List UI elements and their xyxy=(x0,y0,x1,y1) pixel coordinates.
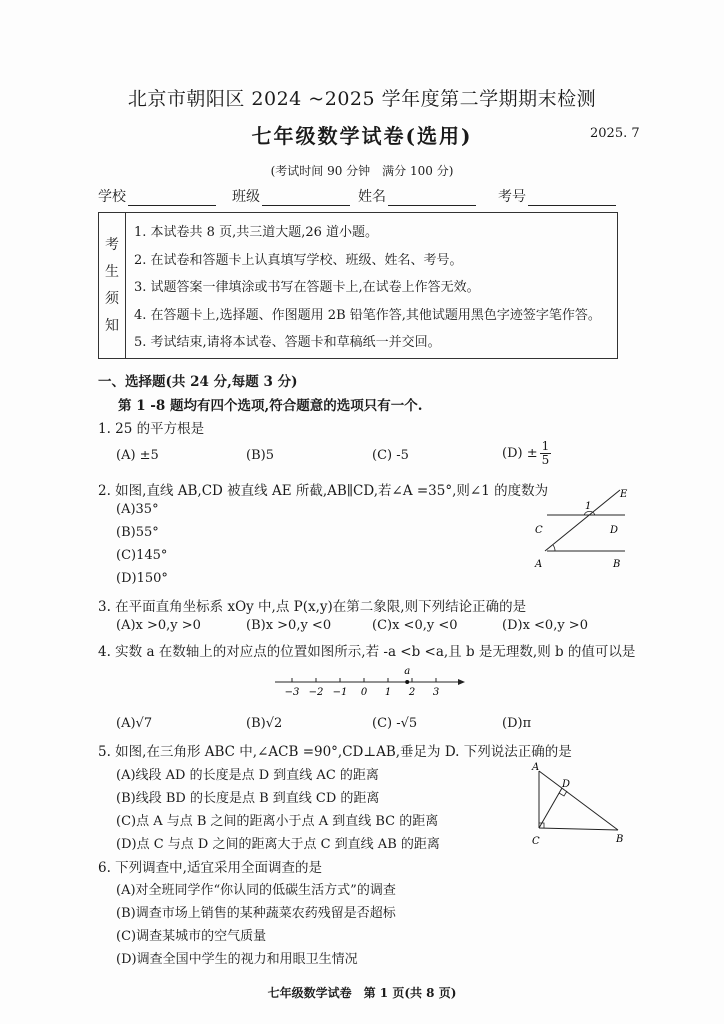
question-5-stem: 5. 如图,在三角形 ABC 中,∠ACB =90°,CD⊥AB,垂足为 D. 下列说法正确的是 xyxy=(98,744,572,760)
field-label: 学校 xyxy=(98,189,126,205)
side-cb xyxy=(539,828,618,830)
question-6-option-b[interactable]: (B)调查市场上销售的某种蔬菜农药残留是否超标 xyxy=(116,906,396,921)
label-a: A xyxy=(535,559,543,570)
number-line-arrow xyxy=(458,679,465,685)
segment-cd xyxy=(539,788,562,828)
question-5-option-a[interactable]: (A)线段 AD 的长度是点 D 到直线 AC 的距离 xyxy=(116,768,379,783)
exam-time-info: (考试时间 90 分钟 满分 100 分) xyxy=(270,164,454,178)
question-1-option-a[interactable]: (A) ±5 xyxy=(116,448,159,463)
question-4-option-d[interactable]: (D)π xyxy=(502,716,532,731)
field-label: 班级 xyxy=(232,189,260,205)
question-5-option-d[interactable]: (D)点 C 与点 D 之间的距离大于点 C 到直线 AB 的距离 xyxy=(116,837,440,852)
question-1-option-d[interactable] xyxy=(502,440,551,467)
notice-side-char: 须 xyxy=(105,290,119,307)
question-3-option-d[interactable]: (D)x <0,y >0 xyxy=(502,618,588,633)
section-heading: 一、选择题(共 24 分,每题 3 分) xyxy=(98,374,298,390)
notice-side-char: 考 xyxy=(105,236,119,253)
question-4-option-a[interactable]: (A)√7 xyxy=(116,716,153,731)
blank-line[interactable] xyxy=(388,191,476,206)
question-6-option-c[interactable]: (C)调查某城市的空气质量 xyxy=(116,929,267,944)
question-4-option-b[interactable]: (B)√2 xyxy=(246,716,283,731)
question-1-stem: 1. 25 的平方根是 xyxy=(98,421,205,437)
label-c: C xyxy=(532,836,540,847)
number-line-tick-label: 1 xyxy=(384,687,392,698)
fraction-denominator: 5 xyxy=(541,453,550,467)
label-b: B xyxy=(616,834,624,845)
field-class[interactable] xyxy=(232,186,350,206)
blank-line[interactable] xyxy=(528,191,616,206)
number-line-tick-label: −2 xyxy=(308,687,324,698)
question-6-option-d[interactable]: (D)调查全国中学生的视力和用眼卫生情况 xyxy=(116,952,358,967)
field-label: 姓名 xyxy=(358,189,386,205)
section-instruction: 第 1 -8 题均有四个选项,符合题意的选项只有一个. xyxy=(118,398,423,414)
question-2-option-b[interactable]: (B)55° xyxy=(116,525,159,540)
notice-item: 5. 考试结束,请将本试卷、答题卡和草稿纸一并交回。 xyxy=(134,335,441,350)
question-3-option-a[interactable]: (A)x >0,y >0 xyxy=(116,618,201,633)
field-exam-number[interactable] xyxy=(498,186,616,206)
question-3-option-b[interactable]: (B)x >0,y <0 xyxy=(246,618,332,633)
blank-line[interactable] xyxy=(128,191,216,206)
question-4-option-c[interactable]: (C) -√5 xyxy=(372,716,418,731)
option-label: (D) ± xyxy=(502,446,538,461)
label-1: 1 xyxy=(585,501,592,512)
field-school[interactable] xyxy=(98,186,216,206)
number-line-point-label: a xyxy=(404,666,411,677)
question-2-option-d[interactable]: (D)150° xyxy=(116,571,168,586)
question-3-option-c[interactable]: (C)x <0,y <0 xyxy=(372,618,458,633)
question-2-stem: 2. 如图,直线 AB,CD 被直线 AE 所截,AB∥CD,若∠A =35°,则∠1 的度数为 xyxy=(98,483,549,499)
question-5-option-b[interactable]: (B)线段 BD 的长度是点 B 到直线 CD 的距离 xyxy=(116,791,380,806)
exam-title: 北京市朝阳区 2024 ~2025 学年度第二学期期末检测 xyxy=(127,88,597,110)
fraction-numerator: 1 xyxy=(541,439,550,453)
notice-item: 2. 在试卷和答题卡上认真填写学校、班级、姓名、考号。 xyxy=(134,252,463,268)
blank-line[interactable] xyxy=(262,191,350,206)
parallel-lines-figure xyxy=(525,482,635,572)
angle-a-arc xyxy=(553,545,555,551)
side-ab xyxy=(539,771,618,830)
field-name[interactable] xyxy=(358,186,476,206)
number-line-figure xyxy=(270,664,470,700)
number-line-tick-label: 2 xyxy=(408,687,416,698)
label-a: A xyxy=(532,762,540,773)
question-2-option-c[interactable]: (C)145° xyxy=(116,548,168,563)
label-d: D xyxy=(562,779,571,790)
exam-date: 2025. 7 xyxy=(590,126,640,141)
question-2-option-a[interactable]: (A)35° xyxy=(116,502,159,517)
field-label: 考号 xyxy=(498,189,526,205)
question-3-stem: 3. 在平面直角坐标系 xOy 中,点 P(x,y)在第二象限,则下列结论正确的是 xyxy=(98,599,527,615)
exam-subtitle: 七年级数学试卷(选用) xyxy=(251,124,473,148)
question-6-stem: 6. 下列调查中,适宜采用全面调查的是 xyxy=(98,860,322,876)
question-4-stem: 4. 实数 a 在数轴上的对应点的位置如图所示,若 -a <b <a,且 b 是无理数,则 b 的值可以是 xyxy=(98,644,636,660)
question-5-option-c[interactable]: (C)点 A 与点 B 之间的距离小于点 A 到直线 BC 的距离 xyxy=(116,814,439,829)
notice-side-label xyxy=(99,213,126,358)
question-6-option-a[interactable]: (A)对全班同学作“你认同的低碳生活方式”的调查 xyxy=(116,883,396,898)
number-line-tick-label: −1 xyxy=(332,687,348,698)
label-e: E xyxy=(620,489,628,500)
page-footer: 七年级数学试卷 第 1 页(共 8 页) xyxy=(267,986,457,1000)
notice-item: 3. 试题答案一律填涂或书写在答题卡上,在试卷上作答无效。 xyxy=(134,280,480,295)
label-c: C xyxy=(535,525,543,536)
notice-item: 1. 本试卷共 8 页,共三道大题,26 道小题。 xyxy=(134,225,379,240)
right-triangle-figure xyxy=(520,760,630,850)
notice-item: 4. 在答题卡上,选择题、作图题用 2B 铅笔作答,其他试题用黑色字迹签字笔作答。 xyxy=(134,307,601,323)
notice-list xyxy=(126,213,617,358)
number-line-point-a xyxy=(405,680,409,684)
question-1-option-c[interactable]: (C) -5 xyxy=(372,448,409,463)
number-line-tick-label: 0 xyxy=(360,687,368,698)
question-1-option-b[interactable]: (B)5 xyxy=(246,448,274,463)
candidate-notice-box xyxy=(98,212,618,359)
notice-side-char: 生 xyxy=(105,263,119,280)
fraction xyxy=(540,440,552,467)
label-d: D xyxy=(610,525,619,536)
number-line-tick-label: 3 xyxy=(432,687,440,698)
number-line-tick-label: −3 xyxy=(284,687,300,698)
label-b: B xyxy=(613,559,621,570)
notice-side-char: 知 xyxy=(105,317,119,334)
line-ae xyxy=(545,490,620,551)
